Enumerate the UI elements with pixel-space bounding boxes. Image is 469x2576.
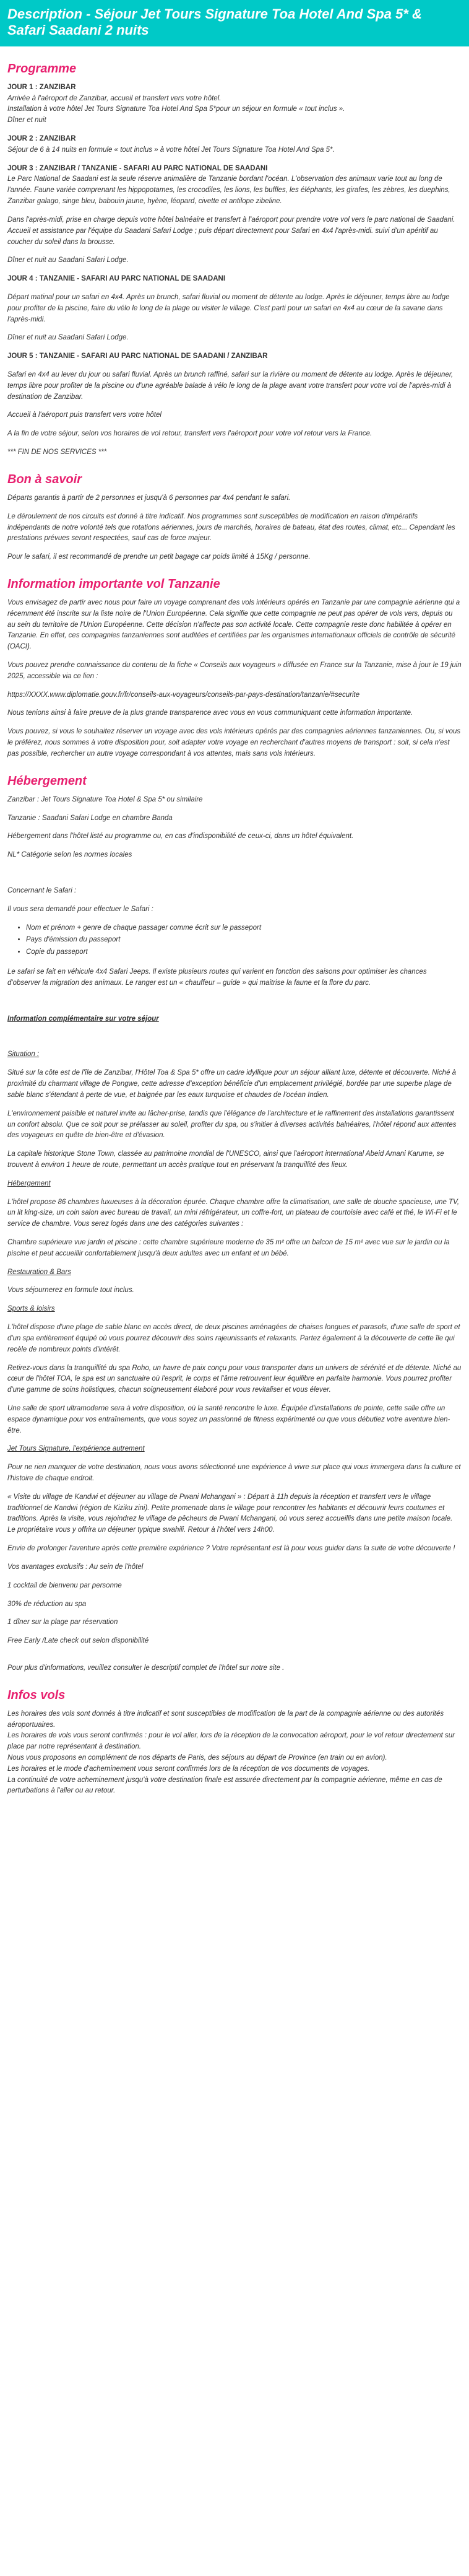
- day5-text: Safari en 4x4 au lever du jour ou safari fluvial. Après un brunch raffiné, safari sur la rivière ou moment de détente au lodge. Après le déjeuner, temps libre pour profiter de la piscine ou d'une agréable balade à vélo le long de la plage avant votre transfert pour votre vol de l'après-midi à destination de Zanzibar.: [7, 371, 454, 401]
- day3-text: Dans l'après-midi, prise en charge depuis votre hôtel balnéaire et transfert à l'aéroport pour prendre votre vol vers le parc national de Saadani. Accueil et assistance par l'équipe du Saadani Safari Lodge ; puis départ directement pour Safari en 4x4 l'après-midi. suivi d'un apéritif au coucher du soleil dans la brousse.: [7, 216, 455, 246]
- avantage-item: 1 dîner sur la plage par réservation: [7, 1618, 118, 1626]
- situation-text: L'environnement paisible et naturel invite au lâcher-prise, tandis que l'élégance de l'architecture et le raffinement des installations garantissent un confort absolu. Que ce soit pour se prélasser au soleil, profiter du spa, ou s'initier à diverses activités balnéaires, l'hôtel répond aux attentes des voyageurs en quête de bien-être et d'évasion.: [7, 1109, 457, 1140]
- bon-savoir-text: Pour le safari, il est recommandé de prendre un petit bagage car poids limité à 15Kg / personne.: [7, 553, 311, 561]
- info-vol-text: Nous tenions ainsi à faire preuve de la plus grande transparence avec vous en vous communiquant cette information importante.: [7, 709, 413, 717]
- info-vol-text: Vous pouvez, si vous le souhaitez réserver un voyage avec des vols intérieurs opérés par des compagnies aériennes tanzaniennes. Ou, si vous le préférez, nous sommes à votre disposition pour, soit adapter votre voyage en recherchant d'autres moyens de transport : soit, si cela n'est pas possible, rechercher un autre voyage correspondant à vos attentes, mais sans vols intérieurs.: [7, 728, 461, 758]
- experience-title: Jet Tours Signature, l'expérience autrement: [7, 1445, 145, 1453]
- list-item: • Pays d'émission du passeport: [26, 935, 462, 946]
- day3-text: Dîner et nuit au Saadani Safari Lodge.: [7, 256, 129, 264]
- hebergement-text: Zanzibar : Jet Tours Signature Toa Hotel & Spa 5* ou similaire: [7, 795, 203, 803]
- infos-vols-line: Les horaires et le mode d'acheminement vous seront confirmés lors de la réception de vos documents de voyages.: [7, 1765, 370, 1773]
- info-vol-text: Vous envisagez de partir avec nous pour faire un voyage comprenant des vols intérieurs opérés en Tanzanie par une compagnie aérienne qui a récemment été inscrite sur la liste noire de l'Union Européenne. Cela signifie que cette compagnie ne peut pas opérer de vols vers, depuis ou au sein du territoire de l'Union Européenne. Cette décision n'affecte pas son activité locale. Cette compagnie reste donc habilitée à opérer en Tanzanie. En effet, ces compagnies tanzaniennes sont auditées et certifiées par les organismes internationaux officiels de contrôle de sécurité (OACI).: [7, 598, 460, 651]
- sports-text: Une salle de sport ultramoderne sera à votre disposition, où la santé rencontre le luxe. Équipée d'installations de pointe, cette salle offre un espace dynamique pour vos entraînements, que vous soyez un passionné de fitness expérimenté ou que vous débutiez votre aventure bien-être.: [7, 1404, 450, 1434]
- spacer: [7, 1654, 462, 1663]
- spacer: [7, 868, 462, 886]
- list-item: • Nom et prénom + genre de chaque passager comme écrit sur le passeport: [26, 923, 462, 934]
- info-vol-text: Vous pouvez prendre connaissance du contenu de la fiche « Conseils aux voyageurs » diffusée en France sur la Tanzanie, mise à jour le 19 juin 2025, accessible via ce lien :: [7, 661, 462, 680]
- avantage-item: 30% de réduction au spa: [7, 1600, 87, 1608]
- sports-title: Sports & loisirs: [7, 1305, 55, 1313]
- infos-vols-line: Les horaires des vols sont donnés à titre indicatif et sont susceptibles de modification de la part de la compagnie aérienne ou des autorités aéroportuaires.: [7, 1709, 444, 1729]
- avantage-item: Free Early /Late check out selon disponibilité: [7, 1637, 149, 1645]
- day4-text: Dîner et nuit au Saadani Safari Lodge.: [7, 334, 129, 342]
- avantages-title: Vos avantages exclusifs : Au sein de l'hôtel: [7, 1563, 144, 1571]
- programme-heading: Programme: [7, 61, 77, 76]
- situation-text: La capitale historique Stone Town, classée au patrimoine mondial de l'UNESCO, ainsi que l'aéroport international Abeid Amani Karume, se trouvent à environ 1 heure de route, permettant un accès pratique tout en préservant la tranquillité des lieux.: [7, 1150, 444, 1169]
- heb-text: Chambre supérieure vue jardin et piscine : cette chambre supérieure moderne de 35 m² offre un balcon de 15 m² avec vue sur le jardin ou la piscine et peut accueillir confortablement jusqu'à deux adultes avec un enfant et un bébé.: [7, 1239, 450, 1257]
- sports-text: Retirez-vous dans la tranquillité du spa Roho, un havre de paix conçu pour vous transporter dans un univers de sérénité et de détente. Niché au cœur de l'hôtel TOA, le spa est un sanctuaire où l'esprit, le corps et l'âme retrouvent leur équilibre en parfaite harmonie. Vous pourrez profiter d'une gamme de soins holistiques, chacun soigneusement élaboré pour vous revitaliser et vous élever.: [7, 1364, 462, 1394]
- more-info-text: Pour plus d'informations, veuillez consulter le descriptif complet de l'hôtel sur notre site .: [7, 1664, 285, 1672]
- experience-text: Envie de prolonger l'aventure après cette première expérience ? Votre représentant est là pour vous guider dans la suite de votre découverte !: [7, 1545, 455, 1553]
- infos-vols-text: [7, 1709, 462, 1797]
- day5-text: A la fin de votre séjour, selon vos horaires de vol retour, transfert vers l'aéroport pour votre vol retour vers la France.: [7, 430, 372, 438]
- bon-savoir-text: Départs garantis à partir de 2 personnes et jusqu'à 6 personnes par 4x4 pendant le safari.: [7, 494, 291, 502]
- day2-text: Séjour de 6 à 14 nuits en formule « tout inclus » à votre hôtel Jet Tours Signature Toa Hotel And Spa 5*.: [7, 146, 335, 154]
- hebergement-text: Hébergement dans l'hôtel listé au programme ou, en cas d'indisponibilité de ceux-ci, dans un hôtel équivalent.: [7, 832, 354, 840]
- hebergement-text: Tanzanie : Saadani Safari Lodge en chambre Banda: [7, 814, 173, 822]
- hebergement-heading: Hébergement: [7, 774, 87, 788]
- bon-savoir-heading: Bon à savoir: [7, 472, 82, 486]
- safari-title: Concernant le Safari :: [7, 886, 77, 894]
- infos-vols-line: Les horaires de vols vous seront confirmés : pour le vol aller, lors de la réception de la convocation aéroport, pour le vol retour directement sur place par notre représentant à destination.: [7, 1732, 455, 1751]
- day1-title: JOUR 1 : ZANZIBAR: [7, 83, 76, 91]
- day3-title: JOUR 3 : ZANZIBAR / TANZANIE - SAFARI AU PARC NATIONAL DE SAADANI: [7, 164, 268, 172]
- infos-vols-line: Nous vous proposons en complément de nos départs de Paris, des séjours au départ de Province (en train ou en avion).: [7, 1754, 387, 1762]
- day1-block: [7, 82, 462, 126]
- complement-title: Information complémentaire sur votre séjour: [7, 1015, 159, 1023]
- resto-text: Vous séjournerez en formule tout inclus.: [7, 1286, 134, 1295]
- day1-line: Arrivée à l'aéroport de Zanzibar, accueil et transfert vers votre hôtel.: [7, 94, 222, 102]
- bon-savoir-text: Le déroulement de nos circuits est donné à titre indicatif. Nos programmes sont susceptibles de modification en raison d'impératifs indépendants de notre volonté tels que rotations aériennes, jours de marchés, horaires de bateau, état des routes, climat, etc... Cependant les prestations prévues seront respectées, sauf cas de force majeur.: [7, 512, 455, 543]
- safari-intro: Il vous sera demandé pour effectuer le Safari :: [7, 905, 153, 913]
- day4-text: Départ matinal pour un safari en 4x4. Après un brunch, safari fluvial ou moment de détente au lodge. Après le déjeuner, temps libre au lodge pour profiter de la piscine, faire du vélo le long de la plage ou visiter le village. C'est parti pour un safari en 4x4 au cœur de la savane dans l'après-midi.: [7, 293, 450, 323]
- day2-title: JOUR 2 : ZANZIBAR: [7, 135, 76, 143]
- day1-line: Dîner et nuit: [7, 116, 46, 124]
- content: [0, 46, 469, 1817]
- day3-block: [7, 164, 462, 207]
- situation-title: Situation :: [7, 1050, 40, 1059]
- info-vol-heading: Information importante vol Tanzanie: [7, 577, 220, 591]
- info-vol-link[interactable]: https://XXXX.www.diplomatie.gouv.fr/fr/conseils-aux-voyageurs/conseils-par-pays-destination/tanzanie/#securite: [7, 691, 360, 699]
- infos-vols-line: La continuité de votre acheminement jusqu'à votre destination finale est assurée directement par la compagnie aérienne, même en cas de perturbations à l'aller ou au retour.: [7, 1776, 442, 1795]
- day5-title: JOUR 5 : TANZANIE - SAFARI AU PARC NATIONAL DE SAADANI / ZANZIBAR: [7, 352, 268, 360]
- day5-text: Accueil à l'aéroport puis transfert vers votre hôtel: [7, 411, 161, 419]
- day3-text: Le Parc National de Saadani est la seule réserve animalière de Tanzanie bordant l'océan. L'observation des animaux varie tout au long de l'année. Faune variée comprenant les hippopotames, les crocodiles, les lions, les buffles, les éléphants, les girafes, les zèbres, les duephins, Zanzibar galago, singe bleu, babouin jaune, hyène, léopard, civette et antilope zibeline.: [7, 175, 450, 206]
- page-title: Description - Séjour Jet Tours Signature Toa Hotel And Spa 5* & Safari Saadani 2 nuits: [7, 6, 422, 38]
- spacer: [7, 997, 462, 1014]
- spacer: [7, 1032, 462, 1049]
- experience-text: « Visite du village de Kandwi et déjeuner au village de Pwani Mchangani » : Départ à 11h depuis la réception et transfert vers le village traditionnel de Kandwi (région de Kiziku zini). Petite promenade dans le village pour rencontrer les habitants et découvrir leurs coutumes et traditions. Après la visite, vous rejoindrez le village de pêcheurs de Pwani Mchangani, où vous serez accueillis dans une petite maison locale. Le propriétaire vous y offrira un déjeuner typique swahili. Retour à l'hôtel vers 14h00.: [7, 1493, 453, 1534]
- list-item: • Copie du passeport: [26, 947, 462, 958]
- resto-title: Restauration & Bars: [7, 1268, 71, 1276]
- end-services: *** FIN DE NOS SERVICES ***: [7, 448, 107, 456]
- day2-block: [7, 134, 462, 156]
- safari-list: [7, 923, 462, 958]
- situation-text: Situé sur la côte est de l'île de Zanzibar, l'Hôtel Toa & Spa 5* offre un cadre idyllique pour un séjour alliant luxe, détente et découverte. Niché à proximité du charmant village de Pongwe, cette adresse d'exception bénéficie d'un emplacement privilégié, bordée par une superbe plage de sable blanc s'étendant à perte de vue, et baignée par les eaux turquoise et chaudes de l'océan Indien.: [7, 1069, 457, 1099]
- infos-vols-heading: Infos vols: [7, 1688, 66, 1702]
- hebergement-text: NL* Catégorie selon les normes locales: [7, 851, 132, 859]
- heb-title: Hébergement: [7, 1179, 51, 1187]
- avantage-item: 1 cocktail de bienvenu par personne: [7, 1581, 122, 1589]
- sports-text: L'hôtel dispose d'une plage de sable blanc en accès direct, de deux piscines aménagées de chaises longues et parasols, d'une salle de sport et d'un spa entièrement équipé où vous pourrez découvrir des soins rajeunissants et relaxants. Partez également à la découverte de cette île qui recèle de nombreux points d'intérêt.: [7, 1324, 460, 1353]
- title-bar: [0, 0, 469, 46]
- experience-text: Pour ne rien manquer de votre destination, nous vous avons sélectionné une expérience à vivre sur place qui vous immergera dans la culture et l'histoire de chaque endroit.: [7, 1464, 461, 1483]
- day4-title: JOUR 4 : TANZANIE - SAFARI AU PARC NATIONAL DE SAADANI: [7, 275, 226, 283]
- heb-text: L'hôtel propose 86 chambres luxueuses à la décoration épurée. Chaque chambre offre la climatisation, une salle de douche spacieuse, une TV, un lit king-size, un coin salon avec bureau de travail, un mini réfrigérateur, un coffre-fort, un plateau de courtoisie avec café et thé, le Wi-Fi et le service de chambre. Vous serez logés dans une des catégories suivantes :: [7, 1198, 460, 1228]
- day1-line: Installation à votre hôtel Jet Tours Signature Toa Hotel And Spa 5*pour un séjour en formule « tout inclus ».: [7, 105, 345, 113]
- safari-text: Le safari se fait en véhicule 4x4 Safari Jeeps. Il existe plusieurs routes qui varient en fonction des saisons pour optimiser les chances d'observer la migration des animaux. Le ranger est un « chauffeur – guide » qui maitrise la faune et la flore du parc.: [7, 968, 427, 987]
